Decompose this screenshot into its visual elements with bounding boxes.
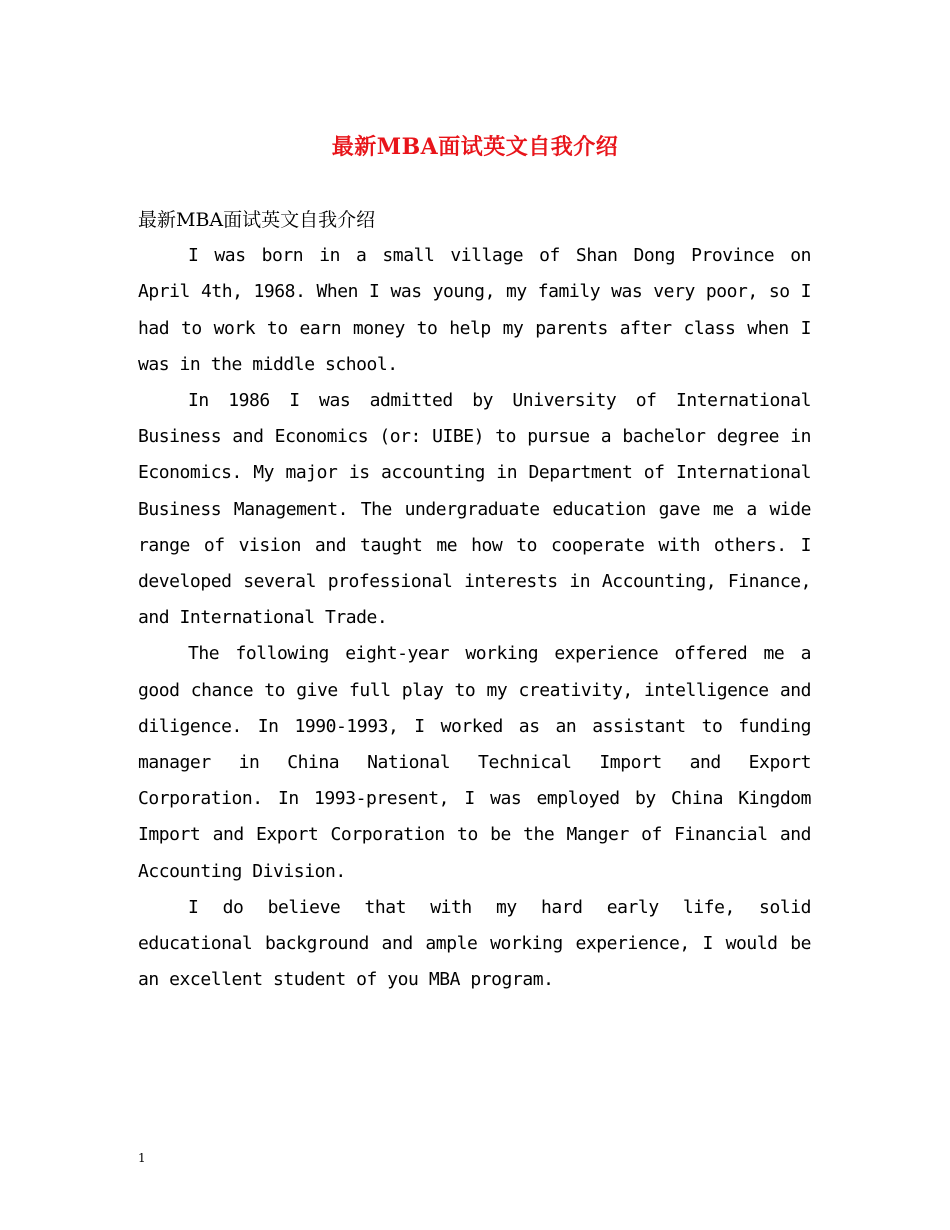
paragraph-childhood: I was born in a small village of Shan Dong Province on April 4th, 1968. When I was young, my family was very poor, so I had to work to earn money to help my parents after class when I was in the middle school. [138,245,811,375]
paragraph-conclusion: I do believe that with my hard early life, solid educational background and ample working experience, I would be an excellent student of you MBA program. [138,896,811,991]
document-subtitle: 最新MBA面试英文自我介绍 [138,209,376,231]
paragraph-work-experience: The following eight-year working experience offered me a good chance to give full play to my creativity, intelligence and diligence. In 1990-1993, I worked as an assistant to funding manager in China National Technical Import and Export Corporation. In 1993-present, I was employed by China Kingdom Import and Export Corporation to be the Manger of Financial and Accounting Division. [138,643,811,882]
page-title: 最新MBA面试英文自我介绍 [331,134,619,160]
page-number: 1 [138,1151,146,1165]
paragraph-education: In 1986 I was admitted by University of International Business and Economics (or: UIBE) to pursue a bachelor degree in Economics. My major is accounting in Department of International Business Management. The undergraduate education gave me a wide range of vision and taught me how to cooperate with others. I developed several professional interests in Accounting, Finance, and International Trade. [138,390,811,629]
document-body [138,202,811,998]
